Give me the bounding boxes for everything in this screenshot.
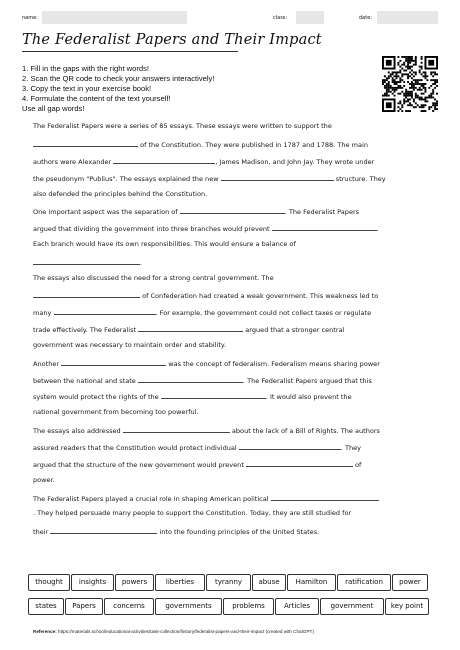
word-bank-tile[interactable]: Papers [65, 598, 103, 615]
word-bank-tile[interactable]: power [392, 574, 428, 591]
text-segment: of [352, 461, 362, 469]
word-bank-tile[interactable]: government [320, 598, 384, 615]
text-line [33, 223, 379, 234]
instruction-item: 1. Fill in the gaps with the right words! [22, 64, 150, 73]
gap-blank[interactable] [123, 425, 230, 433]
text-line [33, 509, 351, 520]
text-line [33, 206, 359, 217]
gap-blank[interactable] [138, 324, 243, 332]
text-segment: , James Madison, and John Jay. They wrote under [215, 158, 375, 166]
text-line [33, 358, 380, 369]
text-segment: assured readers that the Constitution would protect individual [33, 444, 239, 452]
text-segment: Each branch would have its own responsibilities. This would ensure a balance of [33, 240, 296, 248]
text-line [33, 122, 332, 133]
text-segment: structure. They [333, 175, 386, 183]
text-segment: system would protect the rights of the [33, 393, 161, 401]
text-line [33, 493, 379, 504]
name-label: name: [22, 15, 38, 21]
reference-label: Reference: [33, 629, 57, 634]
text-segment: argued that the structure of the new government would prevent [33, 461, 246, 469]
text-segment: One important aspect was the separation of [33, 208, 180, 216]
text-segment: authors were Alexander [33, 158, 114, 166]
gap-blank[interactable] [246, 459, 353, 467]
text-segment: . [140, 259, 143, 267]
word-bank-tile[interactable]: Hamilton [287, 574, 336, 591]
gap-blank[interactable] [33, 139, 138, 147]
text-segment: . The Federalist Papers argued that this [242, 377, 372, 385]
text-segment: between the national and state [33, 377, 138, 385]
text-line [33, 240, 296, 251]
text-segment: . It would also prevent the [265, 393, 352, 401]
gap-blank[interactable] [138, 375, 243, 383]
text-segment: power. [33, 476, 55, 484]
word-bank-tile[interactable]: states [28, 598, 64, 615]
instruction-item: 4. Formulate the content of the text yourself! [22, 94, 171, 103]
text-line [33, 375, 372, 386]
text-segment: . They [340, 444, 362, 452]
text-segment: also defended the principles behind the Constitution. [33, 190, 208, 198]
word-bank-tile[interactable]: problems [223, 598, 274, 615]
gap-blank[interactable] [221, 173, 334, 181]
gap-blank[interactable] [161, 391, 266, 399]
gap-blank[interactable] [33, 257, 143, 267]
class-field[interactable] [296, 11, 324, 24]
qr-code-icon[interactable] [382, 56, 438, 112]
text-line [33, 425, 380, 436]
text-line [33, 190, 207, 201]
gap-blank[interactable] [239, 442, 341, 450]
text-line [33, 173, 386, 184]
text-segment: argued that a stronger central [243, 326, 345, 334]
word-bank-tile[interactable]: abuse [252, 574, 286, 591]
reference-line [33, 629, 314, 634]
reference-text: https://materials.school/educational-activities/task-collection/history/federalist-papers-and-their-impact (created with ChatGPT) [56, 629, 314, 634]
text-segment: The essays also addressed [33, 427, 123, 435]
text-line [33, 290, 378, 301]
text-line [33, 476, 55, 487]
text-segment: into the founding principles of the United States. [157, 528, 320, 536]
text-segment: the pseudonym "Publius". The essays explained the new [33, 175, 221, 183]
gap-blank[interactable] [61, 358, 166, 366]
word-bank-tile[interactable]: thought [28, 574, 70, 591]
text-segment: argued that dividing the government into three branches would prevent [33, 225, 272, 233]
text-line [33, 391, 352, 402]
gap-blank[interactable] [54, 307, 156, 315]
text-line [33, 139, 368, 150]
instructions-list [22, 64, 214, 114]
text-segment: . [376, 225, 379, 233]
text-segment: The Federalist Papers were a series of 85 essays. These essays were written to support the [33, 122, 332, 130]
text-segment: of the Constitution. They were published in 1787 and 1788. The main [138, 141, 368, 149]
page-title: The Federalist Papers and Their Impact [22, 32, 322, 48]
word-bank-tile[interactable]: concerns [104, 598, 154, 615]
word-bank-tile[interactable]: ratification [337, 574, 391, 591]
word-bank-tile[interactable]: insights [71, 574, 114, 591]
word-bank-tile[interactable]: key point [385, 598, 429, 615]
instruction-item: 3. Copy the text in your exercise book! [22, 84, 152, 93]
text-segment: The Federalist Papers played a crucial role in shaping American political [33, 495, 271, 503]
gap-blank[interactable] [272, 223, 377, 231]
gap-blank[interactable] [113, 156, 215, 164]
worksheet-header [0, 11, 460, 27]
text-segment: The essays also discussed the need for a strong central government. The [33, 274, 274, 282]
text-segment: about the lack of a Bill of Rights. The authors [229, 427, 380, 435]
word-bank-tile[interactable]: powers [115, 574, 154, 591]
text-segment: many [33, 309, 54, 317]
class-label: class: [273, 15, 288, 21]
text-line [33, 307, 371, 318]
name-field[interactable] [42, 11, 187, 24]
text-segment: . The Federalist Papers [284, 208, 360, 216]
word-bank-tile[interactable]: Articles [275, 598, 319, 615]
text-segment: government was necessary to maintain order and stability. [33, 341, 226, 349]
instruction-item: 2. Scan the QR code to check your answers interactively! [22, 74, 215, 83]
title-underline [22, 51, 238, 52]
text-segment: of Confederation had created a weak government. This weakness led to [140, 292, 379, 300]
text-segment: . For example, the government could not collect taxes or regulate [155, 309, 372, 317]
date-label: date: [359, 15, 372, 21]
word-bank-tile[interactable]: governments [155, 598, 222, 615]
text-segment: was the concept of federalism. Federalism means sharing power [166, 360, 380, 368]
text-line [33, 408, 199, 419]
word-bank-tile[interactable]: tyranny [206, 574, 251, 591]
word-bank-tile[interactable]: liberties [155, 574, 205, 591]
gap-blank[interactable] [180, 206, 285, 214]
text-segment: national government from becoming too powerful. [33, 408, 199, 416]
text-segment: their [33, 528, 51, 536]
text-segment: trade effectively. The Federalist [33, 326, 139, 334]
text-line [33, 156, 374, 167]
text-line [33, 459, 361, 470]
text-line [33, 526, 319, 537]
text-segment: Another [33, 360, 62, 368]
text-line [33, 324, 344, 335]
text-line [33, 257, 142, 268]
text-segment: . They helped persuade many people to support the Constitution. Today, they are still studied for [33, 509, 352, 517]
gap-blank[interactable] [271, 493, 379, 501]
gap-blank[interactable] [50, 526, 157, 534]
text-line [33, 442, 361, 453]
gap-blank[interactable] [33, 290, 140, 298]
instruction-item: Use all gap words! [22, 104, 85, 113]
date-field[interactable] [377, 11, 438, 24]
text-line [33, 274, 274, 285]
text-line [33, 341, 226, 352]
